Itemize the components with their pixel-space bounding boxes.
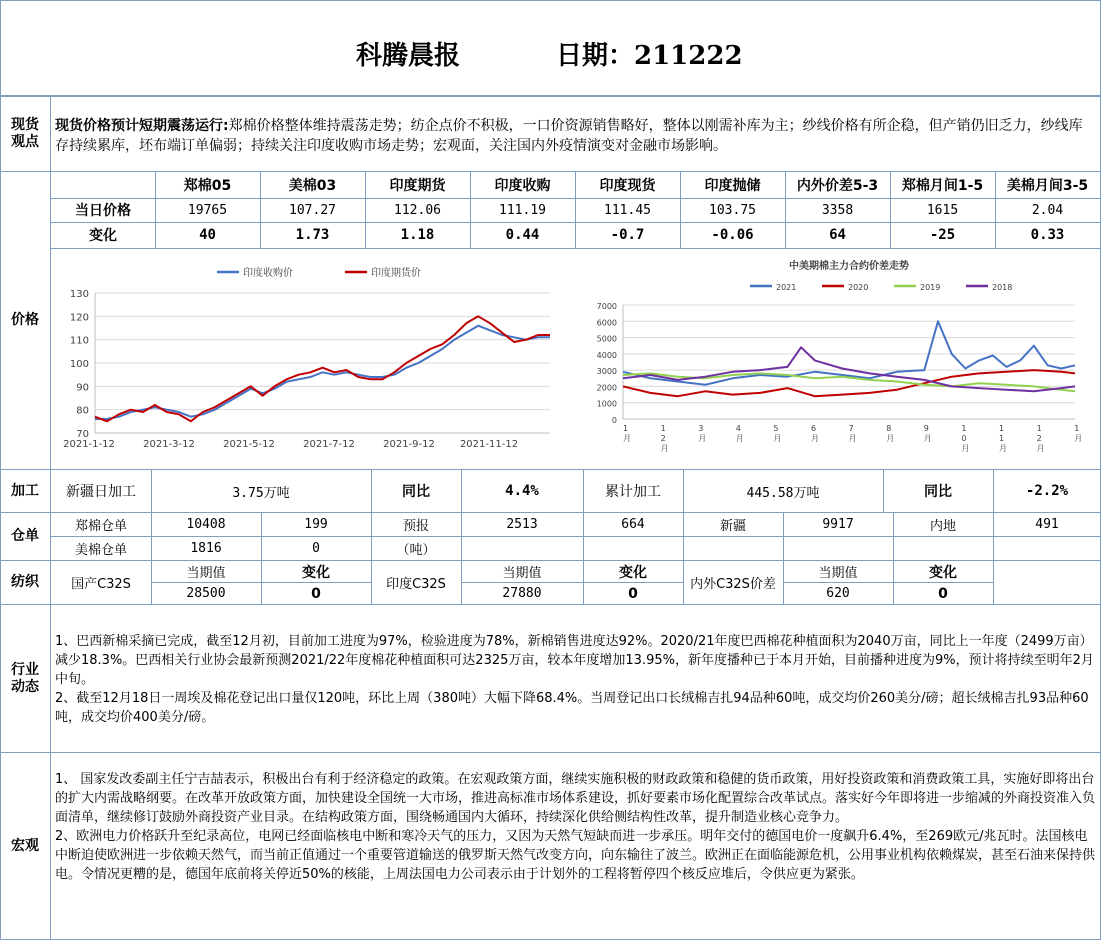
series-line-印度期货价 <box>95 316 550 421</box>
x-tick-label-2: 2021-5-12 <box>223 439 275 450</box>
price-today-4: 111.45 <box>604 202 651 218</box>
price-header-2: 印度期货 <box>389 178 446 194</box>
price-change-8: 0.33 <box>1030 227 1065 243</box>
price-header-1: 美棉03 <box>288 178 337 194</box>
legend-label-3: 2018 <box>992 283 1013 292</box>
sp-chg-value: 0 <box>938 585 948 602</box>
row-today-label: 当日价格 <box>75 203 131 219</box>
us-warehouse-label: 美棉仓单 <box>74 543 127 558</box>
industry-p2: 2、截至12月18日一周埃及棉花登记出口量仅120吨，环比上周（380吨）大幅下降68.4%。当周登记出口长绒棉吉扎94品种60吨，成交均价260美分/磅；超长绒棉吉扎93品种60吨，成交均价400美分/磅。 <box>55 691 1089 725</box>
zz-warehouse-label: 郑棉仓单 <box>74 519 127 534</box>
x-tick-label-5: 2021-11-12 <box>459 439 519 450</box>
label-spot: 现货 观点 <box>11 117 39 150</box>
x-tick-label-6: 7 月 <box>848 424 857 443</box>
spot-view-body: 郑棉价格整体维持震荡走势；纺企点价不积极，一口价资源销售略好，整体以刚需补库为主；纱线价格有所企稳，但产销仍旧乏力，纱线库存持续累库，坯布端订单偏弱；持续关注印度收购市场走势；宏观面，关注国内外疫情演变对金融市场影响。 <box>55 118 1083 154</box>
cn-us-spread-chart <box>585 255 1095 465</box>
y-tick-label-5: 5000 <box>596 334 617 344</box>
yoy1-label: 同比 <box>402 484 430 500</box>
price-today-2: 112.06 <box>394 202 441 218</box>
macro-p1: 1、 国家发改委副主任宁吉喆表示，积极出台有利于经济稳定的政策。在宏观政策方面，继续实施积极的财政政策和稳健的货币政策，用好投资政策和消费政策工具，实施好即将出台的扩大内需战略纲要。在改革开放政策方面，加快建设全国统一大市场，推进高标准市场体系建设，抓好要素市场化配置综合改革试点。落实好今年即将进一步缩减的外商投资准入负面清单，继续修订鼓励外商投资产业目录。在结构政策方面，围绕畅通国内大循环，持续深化供给侧结构性改革，提升制造业核心竞争力。 <box>55 772 1096 825</box>
in-chg-value: 0 <box>628 585 638 602</box>
cum-label: 累计加工 <box>605 484 661 500</box>
macro-text <box>51 770 1099 884</box>
report-date: 日期：211222 <box>556 41 743 71</box>
label-industry: 行业 动态 <box>11 661 39 695</box>
y-tick-label-1: 1000 <box>596 399 617 409</box>
y-tick-label-2: 90 <box>76 382 89 394</box>
y-tick-label-7: 7000 <box>596 302 617 311</box>
price-header-5: 印度抛储 <box>704 178 761 194</box>
cn-cur-label: 当期值 <box>186 566 226 581</box>
price-today-8: 2.04 <box>1031 202 1064 218</box>
cn-chg-label: 变化 <box>302 564 330 581</box>
y-tick-label-6: 130 <box>69 289 89 300</box>
x-tick-label-10: 1 1 月 <box>999 424 1007 453</box>
xinjiang-label: 新疆日加工 <box>66 484 136 500</box>
label-macro: 宏观 <box>11 838 39 854</box>
legend-label-2: 2019 <box>920 283 941 292</box>
xinjiang-wh-label: 新疆 <box>719 519 746 534</box>
x-tick-label-5: 6 月 <box>811 424 819 443</box>
x-tick-label-1: 2021-3-12 <box>143 439 195 450</box>
price-change-5: -0.06 <box>711 227 754 243</box>
y-tick-label-6: 6000 <box>596 318 617 328</box>
x-tick-label-8: 9 月 <box>923 424 932 443</box>
forecast-label: 预报 <box>402 519 429 534</box>
price-change-7: -25 <box>929 227 956 243</box>
price-header-4: 印度现货 <box>599 178 656 194</box>
y-tick-label-3: 100 <box>69 359 89 370</box>
xinjiang-wh-value: 9917 <box>822 517 854 532</box>
zz-warehouse-1: 10408 <box>186 517 226 532</box>
label-warehouse: 仓单 <box>11 528 39 544</box>
y-tick-label-0: 0 <box>611 416 617 425</box>
y-tick-label-3: 3000 <box>596 367 617 377</box>
chart-title: 中美期棉主力合约价差走势 <box>789 261 909 272</box>
spread-c32s-label: 内外C32S价差 <box>690 577 776 592</box>
cum-value: 445.58万吨 <box>746 485 820 501</box>
row-change-label: 变化 <box>89 228 117 244</box>
cn-c32s-label: 国产C32S <box>71 577 131 592</box>
y-tick-label-4: 4000 <box>596 350 617 360</box>
us-warehouse-2: 0 <box>312 541 320 556</box>
in-cur-label: 当期值 <box>502 566 542 581</box>
in-c32s-label: 印度C32S <box>386 577 446 592</box>
price-header-6: 内外价差5-3 <box>796 178 879 194</box>
label-process: 加工 <box>11 482 39 499</box>
price-today-1: 107.27 <box>289 202 336 218</box>
y-tick-label-5: 120 <box>69 312 89 324</box>
x-tick-label-7: 8 月 <box>886 424 895 443</box>
y-tick-label-0: 70 <box>76 429 89 440</box>
sp-cur-value: 620 <box>826 586 850 601</box>
legend-label-0: 2021 <box>776 283 797 292</box>
cn-chg-value: 0 <box>311 585 321 602</box>
x-tick-label-4: 2021-9-12 <box>383 439 435 450</box>
in-chg-label: 变化 <box>619 564 647 581</box>
industry-text <box>51 632 1099 727</box>
in-cur-value: 27880 <box>502 586 542 601</box>
xinjiang-value: 3.75万吨 <box>232 485 290 501</box>
x-tick-label-2: 3 月 <box>698 424 707 443</box>
spot-view-text <box>51 116 1099 156</box>
sp-chg-label: 变化 <box>929 564 957 581</box>
price-today-5: 103.75 <box>709 202 756 218</box>
forecast-2: 664 <box>621 517 645 532</box>
price-change-3: 0.44 <box>505 227 540 243</box>
price-today-0: 19765 <box>187 202 228 218</box>
report-brand: 科腾晨报 <box>356 41 461 71</box>
inland-value: 491 <box>1035 517 1059 532</box>
x-tick-label-1: 1 2 月 <box>660 424 669 453</box>
inland-label: 内地 <box>929 519 956 534</box>
price-header-0: 郑棉05 <box>183 178 232 194</box>
price-change-4: -0.7 <box>610 227 645 243</box>
us-warehouse-1: 1816 <box>190 541 222 556</box>
x-tick-label-4: 5 月 <box>773 424 782 443</box>
yoy2-value: -2.2% <box>1025 483 1069 499</box>
macro-p2: 2、欧洲电力价格跃升至纪录高位，电网已经面临核电中断和寒冷天气的压力，又因为天然气短缺而进一步承压。明年交付的德国电价一度飙升6.4%，至269欧元/兆瓦时。法国核电中断迫使欧洲进一步依赖天然气，而当前正值通过一个重要管道输送的俄罗斯天然气改变方向，向东输往了波兰。欧洲正在面临能源危机，公用事业机构依赖煤炭，甚至石油来保持供电。令情况更糟的是，德国年底前将关停近50%的核能，上周法国电力公司表示由于计划外的工程将暂停四个核反应堆后，令供应更为紧张。 <box>55 829 1096 882</box>
price-change-6: 64 <box>829 227 846 243</box>
price-header-7: 郑棉月间1-5 <box>901 178 984 194</box>
legend-label-0: 印度收购价 <box>243 268 293 279</box>
price-today-6: 3358 <box>821 202 854 218</box>
sp-cur-label: 当期值 <box>818 566 858 581</box>
india-price-chart <box>55 255 565 465</box>
legend-label-1: 印度期货价 <box>371 268 421 279</box>
spot-view-headline: 现货价格预计短期震荡运行: <box>55 118 229 134</box>
price-today-3: 111.19 <box>499 202 546 218</box>
cn-cur-value: 28500 <box>186 586 226 601</box>
forecast-1: 2513 <box>506 517 538 532</box>
report-header <box>0 0 1101 96</box>
label-textile: 纺织 <box>11 574 39 590</box>
x-tick-label-3: 4 月 <box>735 424 744 443</box>
x-tick-label-11: 1 2 月 <box>1036 424 1045 453</box>
price-today-7: 1615 <box>926 202 959 218</box>
price-change-1: 1.73 <box>295 227 330 243</box>
x-tick-label-0: 2021-1-12 <box>63 439 115 450</box>
label-price: 价格 <box>11 312 39 328</box>
x-tick-label-12: 1 月 <box>1074 424 1083 443</box>
yoy2-label: 同比 <box>924 484 952 500</box>
x-tick-label-0: 1 月 <box>623 424 631 443</box>
x-tick-label-3: 2021-7-12 <box>303 439 355 450</box>
price-change-0: 40 <box>199 227 216 243</box>
series-line-2021 <box>623 321 1075 385</box>
y-tick-label-2: 2000 <box>596 383 617 393</box>
legend-label-1: 2020 <box>848 283 869 292</box>
price-change-2: 1.18 <box>400 227 435 243</box>
y-tick-label-4: 110 <box>69 335 89 347</box>
yoy1-value: 4.4% <box>505 483 539 499</box>
unit-label: （吨） <box>396 543 436 558</box>
x-tick-label-9: 1 0 月 <box>961 424 970 453</box>
industry-p1: 1、巴西新棉采摘已完成，截至12月初，目前加工进度为97%，检验进度为78%，新棉销售进度达92%。2020/21年度巴西棉花种植面积为2040万亩，同比上一年度（2499万亩）减少18.3%。巴西相关行业协会最新预测2021/22年度棉花种植面积可达2325万亩，较本年度增加13.95%，新年度播种已于本月开始，目前播种进度为9%，预计将持续至明年2月中旬。 <box>55 634 1094 687</box>
price-table <box>51 172 1100 248</box>
zz-warehouse-2: 199 <box>304 517 328 532</box>
y-tick-label-1: 80 <box>76 405 89 417</box>
price-header-3: 印度收购 <box>494 178 551 194</box>
price-header-8: 美棉月间3-5 <box>1006 178 1089 194</box>
